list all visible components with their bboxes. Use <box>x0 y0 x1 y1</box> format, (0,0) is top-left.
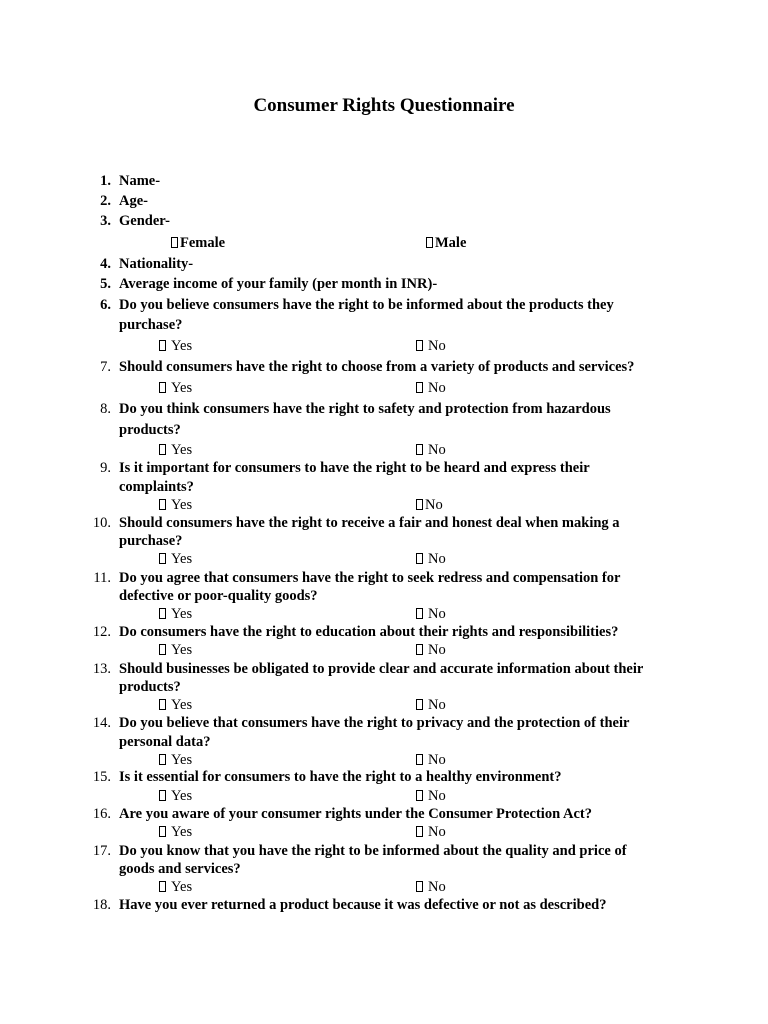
option-label: Yes <box>171 442 193 458</box>
option-label: No <box>428 824 446 840</box>
q14-no-option[interactable] <box>416 751 446 769</box>
q16-no-option[interactable] <box>416 823 446 841</box>
option-label: No <box>428 697 446 713</box>
checkbox-icon[interactable] <box>416 699 423 710</box>
q9-no-option[interactable] <box>416 496 443 514</box>
question-number: 1. <box>100 173 111 189</box>
q16-yes-option[interactable] <box>159 823 192 841</box>
question-text: personal data? <box>119 734 211 750</box>
option-label: No <box>428 788 446 804</box>
question-text: products? <box>119 422 181 438</box>
q15-yes-option[interactable] <box>159 787 192 805</box>
option-label: No <box>428 442 446 458</box>
question-text: complaints? <box>119 479 194 495</box>
q15-no-option[interactable] <box>416 787 446 805</box>
checkbox-icon[interactable] <box>416 444 423 455</box>
question-text: Do you agree that consumers have the right to seek redress and compensation for <box>119 570 621 586</box>
question-text: Are you aware of your consumer rights under the Consumer Protection Act? <box>119 806 592 822</box>
checkbox-icon[interactable] <box>416 644 423 655</box>
q13-yes-option[interactable] <box>159 696 192 714</box>
q17-yes-option[interactable] <box>159 878 192 896</box>
checkbox-icon[interactable] <box>171 237 178 248</box>
option-label: No <box>428 338 446 354</box>
option-label: Yes <box>171 606 193 622</box>
question-text: products? <box>119 679 181 695</box>
question-text: Do you think consumers have the right to safety and protection from hazardous <box>119 401 611 417</box>
q10-yes-option[interactable] <box>159 550 192 568</box>
question-text: Do you know that you have the right to be informed about the quality and price of <box>119 843 627 859</box>
checkbox-icon[interactable] <box>159 553 166 564</box>
question-number: 15. <box>92 769 111 785</box>
option-label: No <box>425 497 443 513</box>
option-label: Yes <box>171 551 193 567</box>
checkbox-icon[interactable] <box>416 790 423 801</box>
gender-female-option[interactable] <box>171 234 225 252</box>
checkbox-icon[interactable] <box>416 340 423 351</box>
question-number: 16. <box>92 806 111 822</box>
question-text: Do you believe consumers have the right to be informed about the products they <box>119 297 614 313</box>
q7-yes-option[interactable] <box>159 379 192 397</box>
option-label: Yes <box>171 642 193 658</box>
question-text: purchase? <box>119 317 183 333</box>
checkbox-icon[interactable] <box>159 881 166 892</box>
checkbox-icon[interactable] <box>416 881 423 892</box>
option-label: Female <box>180 235 226 251</box>
option-label: Yes <box>171 380 193 396</box>
checkbox-icon[interactable] <box>416 608 423 619</box>
q13-no-option[interactable] <box>416 696 446 714</box>
question-number: 6. <box>100 297 111 313</box>
checkbox-icon[interactable] <box>159 790 166 801</box>
checkbox-icon[interactable] <box>159 699 166 710</box>
question-text: Do you believe that consumers have the right to privacy and the protection of their <box>119 715 630 731</box>
checkbox-icon[interactable] <box>416 826 423 837</box>
question-number: 7. <box>100 359 111 375</box>
question-number: 12. <box>92 624 111 640</box>
question-number: 2. <box>100 193 111 209</box>
question-number: 9. <box>100 460 111 476</box>
question-number: 13. <box>92 661 111 677</box>
checkbox-icon[interactable] <box>159 644 166 655</box>
question-text: Have you ever returned a product because it was defective or not as described? <box>119 897 607 913</box>
question-text: goods and services? <box>119 861 241 877</box>
q9-yes-option[interactable] <box>159 496 192 514</box>
question-text: Do consumers have the right to education about their rights and responsibilities? <box>119 624 619 640</box>
checkbox-icon[interactable] <box>159 444 166 455</box>
option-label: Yes <box>171 824 193 840</box>
q8-yes-option[interactable] <box>159 441 192 459</box>
question-text: Average income of your family (per month in INR)- <box>119 276 438 292</box>
q14-yes-option[interactable] <box>159 751 192 769</box>
option-label: Male <box>435 235 467 251</box>
checkbox-icon[interactable] <box>159 499 166 510</box>
checkbox-icon[interactable] <box>416 553 423 564</box>
checkbox-icon[interactable] <box>159 382 166 393</box>
checkbox-icon[interactable] <box>159 340 166 351</box>
question-text: Name- <box>119 173 161 189</box>
q11-yes-option[interactable] <box>159 605 192 623</box>
option-label: Yes <box>171 788 193 804</box>
option-label: No <box>428 752 446 768</box>
checkbox-icon[interactable] <box>159 608 166 619</box>
question-text: Gender- <box>119 213 171 229</box>
option-label: No <box>428 551 446 567</box>
option-label: No <box>428 380 446 396</box>
page-title: Consumer Rights Questionnaire <box>253 95 515 116</box>
gender-male-option[interactable] <box>426 234 466 252</box>
question-text: purchase? <box>119 533 183 549</box>
option-label: Yes <box>171 697 193 713</box>
q17-no-option[interactable] <box>416 878 446 896</box>
option-label: Yes <box>171 338 193 354</box>
question-number: 11. <box>93 570 111 586</box>
question-text: Nationality- <box>119 256 194 272</box>
question-text: Should consumers have the right to choose from a variety of products and services? <box>119 359 635 375</box>
q12-yes-option[interactable] <box>159 641 192 659</box>
question-number: 5. <box>100 276 111 292</box>
question-number: 4. <box>100 256 111 272</box>
checkbox-icon[interactable] <box>159 826 166 837</box>
option-label: No <box>428 879 446 895</box>
question-text: defective or poor-quality goods? <box>119 588 318 604</box>
option-label: Yes <box>171 752 193 768</box>
question-number: 14. <box>92 715 111 731</box>
checkbox-icon[interactable] <box>416 382 423 393</box>
option-label: Yes <box>171 879 193 895</box>
q11-no-option[interactable] <box>416 605 446 623</box>
question-number: 8. <box>100 401 111 417</box>
question-number: 10. <box>92 515 111 531</box>
question-text: Is it important for consumers to have the right to be heard and express their <box>119 460 590 476</box>
question-text: Should businesses be obligated to provide clear and accurate information about their <box>119 661 644 677</box>
checkbox-icon[interactable] <box>426 237 433 248</box>
question-number: 18. <box>92 897 111 913</box>
option-label: No <box>428 606 446 622</box>
q10-no-option[interactable] <box>416 550 446 568</box>
checkbox-icon[interactable] <box>416 499 423 510</box>
question-text: Should consumers have the right to receive a fair and honest deal when making a <box>119 515 620 531</box>
q6-yes-option[interactable] <box>159 337 192 355</box>
option-label: No <box>428 642 446 658</box>
question-text: Age- <box>119 193 148 209</box>
question-text: Is it essential for consumers to have the right to a healthy environment? <box>119 769 562 785</box>
checkbox-icon[interactable] <box>416 754 423 765</box>
q6-no-option[interactable] <box>416 337 446 355</box>
q8-no-option[interactable] <box>416 441 446 459</box>
q12-no-option[interactable] <box>416 641 446 659</box>
question-number: 17. <box>92 843 111 859</box>
checkbox-icon[interactable] <box>159 754 166 765</box>
option-label: Yes <box>171 497 193 513</box>
q7-no-option[interactable] <box>416 379 446 397</box>
question-number: 3. <box>100 213 111 229</box>
